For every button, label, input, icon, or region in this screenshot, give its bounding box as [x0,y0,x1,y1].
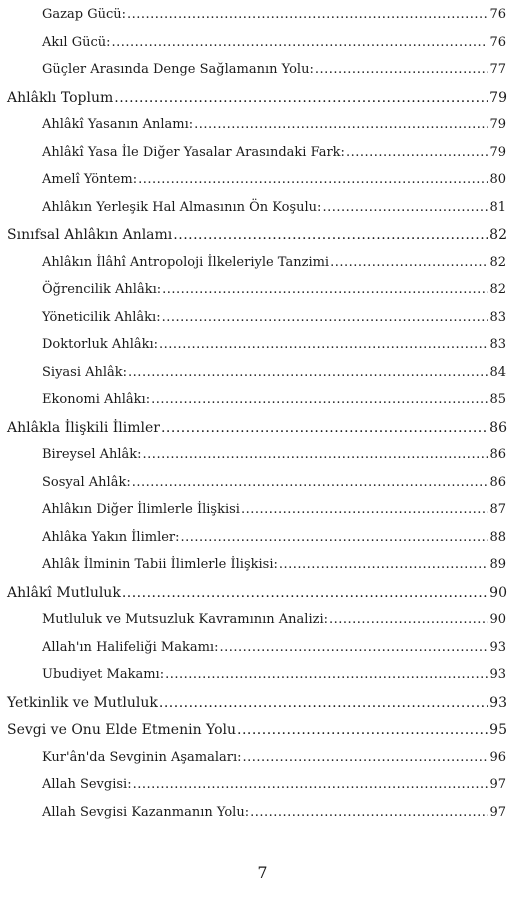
toc-subsection-entry [42,199,506,217]
toc-entry-title: Akıl Gücü: [42,34,111,50]
toc-subsection-entry [42,749,506,767]
toc-section-entry [7,419,507,437]
toc-subsection-entry [42,639,506,657]
toc-entry-title: Ahlâkî Yasa İle Diğer Yasalar Arasındaki Fark: [42,144,345,160]
toc-entry-page: 79 [489,117,506,132]
toc-entry-page: 86 [489,474,506,490]
toc-dot-leader [346,144,489,162]
toc-section-entry [7,694,507,712]
toc-entry-page: 97 [489,804,506,820]
toc-subsection-entry [42,446,506,464]
toc-dot-leader [329,611,488,629]
toc-subsection-entry [42,254,506,272]
toc-entry-page: 83 [489,337,506,352]
page-number: 7 [257,863,268,882]
toc-entry-title: Ubudiyet Makamı: [42,667,165,682]
toc-entry-title: Ahlâka Yakın İlimler: [42,529,180,545]
toc-entry-title: Sevgi ve Onu Elde Etmenin Yolu [7,722,236,738]
toc-entry-page: 96 [489,749,506,765]
toc-subsection-entry [42,309,506,327]
toc-dot-leader [138,171,488,189]
toc-dot-leader [127,6,488,24]
toc-subsection-entry [42,556,506,574]
toc-subsection-entry [42,364,506,382]
toc-dot-leader [250,804,488,822]
toc-entry-title: Ahlâkî Yasanın Anlamı: [42,117,194,132]
toc-entry-page: 76 [489,34,506,50]
toc-entry-page: 93 [489,667,506,682]
toc-entry-page: 86 [489,447,506,462]
toc-entry-title: Yöneticilik Ahlâkı: [42,309,161,325]
toc-entry-title: Sınıfsal Ahlâkın Anlamı [7,227,173,243]
toc-section-entry [7,226,507,244]
toc-entry-title: Ahlâkın Diğer İlimlerle İlişkisi [42,502,240,517]
toc-entry-title: Mutluluk ve Mutsuzluk Kavramının Analizi: [42,612,328,627]
toc-entry-title: Ahlâklı Toplum [7,89,114,106]
toc-entry-title: Sosyal Ahlâk: [42,474,131,490]
toc-entry-page: 88 [489,529,506,545]
toc-entry-title: Ahlâk İlminin Tabii İlimlerle İlişkisi: [42,557,278,572]
toc-entry-page: 82 [489,227,507,243]
toc-dot-leader [161,419,488,437]
toc-dot-leader [159,336,488,354]
toc-entry-title: Kur'ân'da Sevginin Aşamaları: [42,749,242,765]
toc-subsection-entry [42,34,506,52]
toc-dot-leader [181,529,489,547]
toc-subsection-entry [42,474,506,492]
toc-entry-page: 82 [489,282,506,297]
toc-entry-page: 79 [489,89,507,106]
toc-dot-leader [128,364,488,382]
toc-subsection-entry [42,776,506,794]
toc-entry-page: 90 [489,584,507,601]
toc-dot-leader [159,694,488,712]
toc-entry-title: Siyasi Ahlâk: [42,364,128,380]
toc-subsection-entry [42,171,506,189]
toc-entry-page: 81 [489,199,506,215]
toc-entry-title: Ahlâkın İlâhî Antropoloji İlkeleriyle Tanzimi [42,254,330,270]
toc-entry-title: Ahlâkın Yerleşik Hal Almasının Ön Koşulu: [42,199,322,215]
toc-entry-page: 93 [489,694,507,711]
toc-entry-title: Amelî Yöntem: [42,172,138,187]
toc-subsection-entry [42,611,506,629]
toc-subsection-entry [42,281,506,299]
toc-dot-leader [241,501,488,519]
toc-entry-title: Bireysel Ahlâk: [42,447,142,462]
toc-dot-leader [143,446,489,464]
toc-entry-page: 87 [489,502,506,517]
toc-entry-title: Ahlâkî Mutluluk [7,584,121,601]
toc-subsection-entry [42,501,506,519]
toc-entry-title: Güçler Arasında Denge Sağlamanın Yolu: [42,62,314,77]
toc-entry-title: Gazap Gücü: [42,7,126,22]
toc-dot-leader [133,776,489,794]
toc-section-entry [7,721,507,739]
toc-section-entry [7,89,507,107]
toc-entry-page: 97 [489,777,506,792]
toc-entry-page: 89 [489,557,506,572]
toc-subsection-entry [42,6,506,24]
toc-entry-page: 90 [489,612,506,627]
toc-dot-leader [162,281,488,299]
toc-subsection-entry [42,804,506,822]
toc-entry-page: 80 [489,172,506,187]
toc-entry-page: 79 [489,144,506,160]
toc-entry-page: 86 [489,419,507,436]
toc-dot-leader [173,226,488,244]
toc-entry-title: Yetkinlik ve Mutluluk [7,694,158,711]
toc-dot-leader [162,309,489,327]
toc-subsection-entry [42,336,506,354]
toc-subsection-entry [42,61,506,79]
toc-subsection-entry [42,666,506,684]
toc-entry-page: 95 [489,722,507,738]
toc-entry-page: 76 [489,7,506,22]
toc-dot-leader [132,474,489,492]
toc-entry-page: 84 [489,364,506,380]
toc-dot-leader [165,666,488,684]
toc-entry-title: Doktorluk Ahlâkı: [42,337,159,352]
toc-subsection-entry [42,116,506,134]
toc-subsection-entry [42,529,506,547]
toc-dot-leader [279,556,489,574]
toc-dot-leader [151,391,488,409]
toc-entry-page: 85 [489,392,506,407]
toc-dot-leader [237,721,488,739]
toc-dot-leader [243,749,489,767]
toc-dot-leader [322,199,488,217]
toc-entry-title: Ahlâkla İlişkili İlimler [7,419,160,436]
toc-entry-page: 93 [489,639,506,655]
toc-dot-leader [315,61,489,79]
toc-dot-leader [112,34,489,52]
toc-entry-page: 82 [489,254,506,270]
toc-entry-page: 77 [489,62,506,77]
toc-entry-title: Allah Sevgisi: [42,777,132,792]
toc-subsection-entry [42,391,506,409]
toc-entry-title: Ekonomi Ahlâkı: [42,392,151,407]
toc-dot-leader [122,584,488,602]
toc-dot-leader [330,254,488,272]
toc-dot-leader [219,639,488,657]
toc-dot-leader [114,89,488,107]
toc-section-entry [7,584,507,602]
toc-entry-title: Allah Sevgisi Kazanmanın Yolu: [42,804,250,820]
toc-entry-title: Allah'ın Halifeliği Makamı: [42,639,219,655]
toc-entry-title: Öğrencilik Ahlâkı: [42,282,162,297]
toc-entry-page: 83 [489,309,506,325]
toc-dot-leader [194,116,488,134]
toc-subsection-entry [42,144,506,162]
